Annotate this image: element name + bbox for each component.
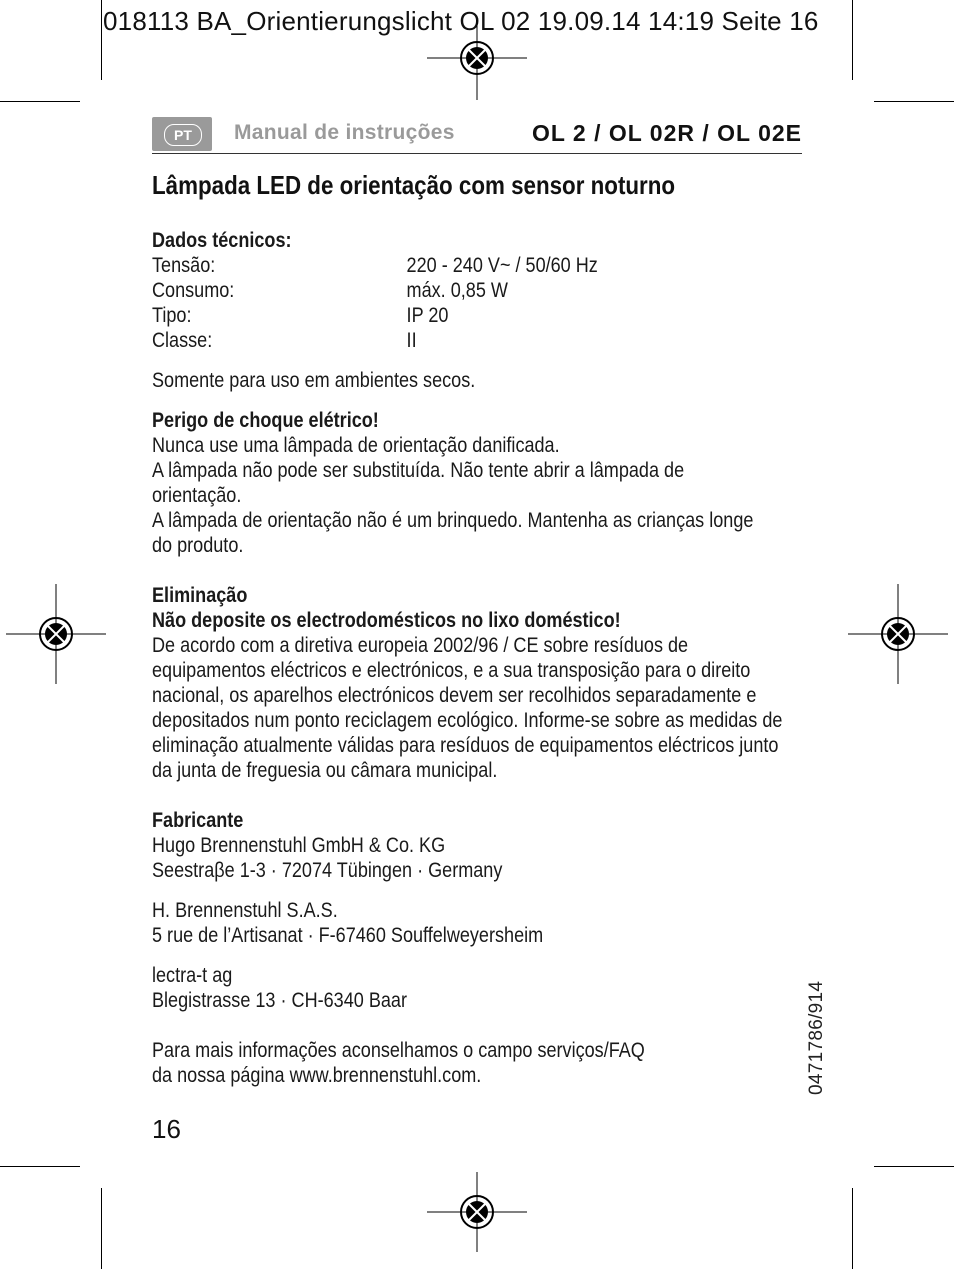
- spec-value: II: [406, 329, 417, 352]
- info-line: da nossa página www.brennenstuhl.com.: [152, 1064, 482, 1087]
- spec-value: 220 - 240 V~ / 50/60 Hz: [406, 254, 598, 277]
- disposal-text: De acordo com a diretiva europeia 2002/96 / CE sobre resíduos de equipamentos eléctricos e electrónicos, e a sua transposição para o direito nacional, os aparelhos electrónicos devem ser recolhidos separadamente e depositados num ponto reciclagem ecológico. Informe-se sobre as medidas de eliminação atualmente válidas para resíduos de equipamentos eléctricos junto da junta de freguesia ou câmara municipal.: [152, 634, 783, 782]
- registration-mark-icon: [848, 584, 948, 684]
- info-line: Para mais informações aconselhamos o campo serviços/FAQ: [152, 1039, 645, 1062]
- manual-label: Manual de instruções: [234, 121, 455, 144]
- registration-mark-icon: [427, 1172, 527, 1252]
- address-line: 5 rue de l’Artisanat · F-67460 Souffelweyersheim: [152, 924, 544, 947]
- spec-label: Tensão:: [152, 254, 216, 277]
- page-title: Lâmpada LED de orientação com sensor noturno: [152, 170, 676, 200]
- crop-mark: [0, 1166, 80, 1167]
- spec-label: Tipo:: [152, 304, 192, 327]
- document-code: [796, 970, 836, 1100]
- model-numbers: OL 2 / OL 02R / OL 02E: [532, 120, 802, 146]
- spec-label: Classe:: [152, 329, 213, 352]
- page-number: 16: [152, 1114, 181, 1144]
- manual-header: [152, 117, 802, 154]
- crop-mark: [852, 0, 853, 80]
- danger-line: Nunca use uma lâmpada de orientação danificada.: [152, 434, 560, 457]
- address-line: lectra-t ag: [152, 964, 233, 987]
- crop-mark: [874, 101, 954, 102]
- address-line: Blegistrasse 13 · CH-6340 Baar: [152, 989, 407, 1012]
- crop-mark: [0, 101, 80, 102]
- crop-mark: [101, 0, 102, 80]
- address-line: H. Brennenstuhl S.A.S.: [152, 899, 338, 922]
- crop-mark: [101, 1188, 102, 1269]
- spec-label: Consumo:: [152, 279, 235, 302]
- danger-heading: Perigo de choque elétrico!: [152, 409, 379, 432]
- tech-heading: Dados técnicos:: [152, 229, 292, 252]
- disposal-heading: Eliminação: [152, 584, 248, 607]
- crop-mark: [874, 1166, 954, 1167]
- manufacturer-heading: Fabricante: [152, 809, 244, 832]
- registration-mark-icon: [6, 584, 106, 684]
- spec-value: máx. 0,85 W: [406, 279, 508, 302]
- crop-mark: [852, 1188, 853, 1269]
- language-code: PT: [164, 124, 202, 146]
- spec-table: [152, 253, 806, 353]
- dry-use-note: Somente para uso em ambientes secos.: [152, 369, 476, 392]
- print-slug: 018113 BA_Orientierungslicht OL 02 19.09.14 14:19 Seite 16: [103, 6, 819, 36]
- address-line: Seestraβe 1-3 · 72074 Tübingen · Germany: [152, 859, 503, 882]
- content-body: [152, 228, 806, 1088]
- danger-line: A lâmpada de orientação não é um brinquedo. Mantenha as crianças longe do produto.: [152, 509, 754, 557]
- spec-value: IP 20: [406, 304, 449, 327]
- document-code-text: 0471786/914: [806, 980, 827, 1095]
- address-line: Hugo Brennenstuhl GmbH & Co. KG: [152, 834, 446, 857]
- language-badge: [152, 117, 212, 151]
- danger-line: A lâmpada não pode ser substituída. Não tente abrir a lâmpada de orientação.: [152, 459, 685, 507]
- registration-mark-icon: [427, 20, 527, 100]
- disposal-subheading: Não deposite os electrodomésticos no lixo doméstico!: [152, 609, 621, 632]
